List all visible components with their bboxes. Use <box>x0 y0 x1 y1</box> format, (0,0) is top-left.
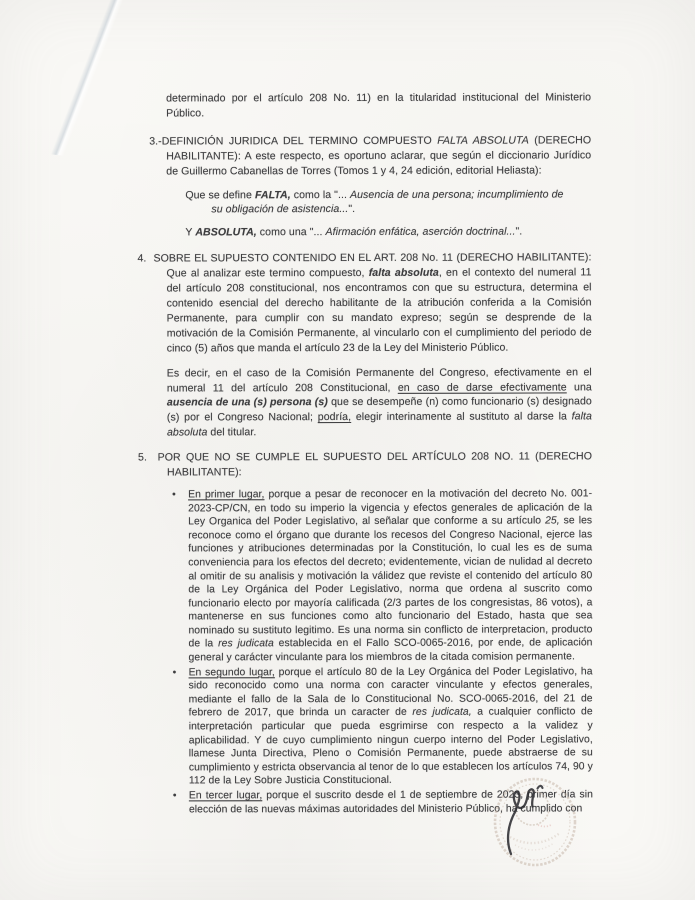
bullet-marker: • <box>172 667 177 679</box>
text-segment: 25, <box>545 515 560 527</box>
bullet-marker: • <box>172 790 177 802</box>
text-segment: Y <box>185 226 196 239</box>
bullet-item-first <box>172 487 593 665</box>
text-segment: ABSOLUTA, <box>195 226 257 239</box>
bullet-marker: • <box>172 489 176 501</box>
text-segment: determinado por el artículo 208 No. 11) en la titularidad institucional del Ministerio Público. <box>166 91 592 120</box>
text-segment: del titular. <box>207 426 257 439</box>
text-segment: (DERECHO HABILITANTE): A este respecto, es oportuno aclarar, que según el diccionario Jurídico de Guillermo Cabanellas de Torres (Tomos 1 y 4, 24 edición, editorial Heliasta): <box>166 134 592 178</box>
text-segment: como la "... <box>290 188 350 201</box>
text-segment: Ausencia de una persona; incumplimiento de su obligación de asistencia... <box>211 187 564 216</box>
bullet-item-second <box>172 665 593 788</box>
section-5-heading <box>137 449 593 480</box>
stamp-arc-text-mark <box>510 833 560 843</box>
text-segment: ". <box>515 225 523 238</box>
text-segment: en caso de darse efectivamente <box>397 380 567 394</box>
text-segment: falta absoluta <box>368 266 439 280</box>
text-segment: que se desempeñe (n) como funcionario (s) designado (s) por el Congreso Nacional; <box>166 395 592 424</box>
bullet-text-second <box>189 665 593 788</box>
text-segment: una <box>566 380 592 393</box>
text-segment: res judicata, <box>412 707 472 719</box>
text-segment: En tercer lugar, <box>188 790 263 802</box>
text-segment: FALTA ABSOLUTA <box>437 134 529 147</box>
text-segment: 3.-DEFINICIÓN JURIDICA DEL TERMINO COMPUESTO <box>149 134 438 148</box>
text-segment: En segundo lugar, <box>188 666 275 679</box>
bullet-list <box>0 487 695 817</box>
text-segment: 4. SOBRE EL SUPUESTO CONTENIDO EN EL ART. 208 No. 11 (DERECHO HABILITANTE): Que al analizar este termino compuesto, <box>137 251 592 280</box>
text-segment: porque el artículo 80 de la Ley Orgánica del Poder Legislativo, ha sido reconocido como una norma con caracter vinculante y efectos generales, mediante el fallo de la Sala de lo Constitucional No. SCO-0065-2016, del 21 de febrero de 2017, que brinda un caracter de <box>188 666 593 719</box>
text-segment: a cualquier conflicto de interpretación particular que pueda esgrimirse con respecto a la validez y aplicabilidad. Y de cuyo cumplimiento ningun cuerpo interno del Poder Legislativo, llamese Junta Directiva, Pleno o Comisión Permanente, puede abstraerse de su cumplimiento y estricta observancia al tenor de lo que establecen los artículos 74, 90 y 112 de la Ley Sobre Justicia Constitucional. <box>188 706 593 787</box>
text-segment: porque el suscrito desde el 1 de septiembre de 2023, primer día sin elección de las nuevas máximas autoridades del Ministerio Público, ha cumplido con <box>188 789 593 816</box>
bullet-text-third <box>189 788 593 816</box>
text-segment: Que se define <box>185 188 255 201</box>
bullet-text-first <box>188 487 592 665</box>
text-segment: podría, <box>317 411 352 424</box>
stamp-arc-text-mark-2 <box>515 843 554 850</box>
text-segment: establecida en el Fallo SCO-0065-2016, por ende, de aplicación general y carácter vinculante para los miembros de la citada comision permanente. <box>188 637 593 664</box>
text-segment: como una "... <box>256 226 326 239</box>
text-segment: elegir interinamente al sustituto al darse la <box>351 410 572 424</box>
stamp-faint-digits-mark <box>538 825 551 827</box>
text-segment: Es decir, en el caso de la Comisión Permanente del Congreso, efectivamente en el numeral 11 del artículo 208 Constitucional, <box>166 365 592 394</box>
text-segment: Afirmación enfática, aserción doctrinal... <box>325 225 516 239</box>
text-segment: ausencia de una (s) persona (s) <box>166 396 328 409</box>
text-segment: FALTA, <box>254 188 291 201</box>
text-segment: se les reconoce como el órgano que durante los recesos del Congreso Nacional, ejerce las funciones y atribuciones determinadas por la Constitución, lo cual les es de suma conveniencia para los efectos del decreto; evidentemente, vician de nulidad al decreto al omitir de su analisis y motivación la válidez que reviste el contenido del artículo 80 de la Ley Orgánica del Poder Legislativo, norma que ordena al suscrito como funcionario electo por mayoría calificada (2/3 partes de los congresistas, 86 votos), a mantenerse en sus funciones como alto funcionario del Estado, hasta que sea nominado su sustituto legitimo. Es una norma sin conflicto de interpretacion, producto de la <box>188 515 593 650</box>
bullet-item-third <box>172 788 593 816</box>
text-segment: ". <box>348 203 356 216</box>
text-segment: 5. POR QUE NO SE CUMPLE EL SUPUESTO DEL ARTÍCULO 208 NO. 11 (DERECHO HABILITANTE): <box>137 450 593 479</box>
paragraph-es-decir <box>167 365 592 441</box>
section-3-heading <box>149 133 592 179</box>
text-segment: , en el contexto del numeral 11 del artículo 208 constitucional, nos encontramos con que su estructura, determina el contenido esencial del derecho habilitante de la atribución conferida a la Comisión Permanente, para cumplir con su mandato expreso; según se desprende de la motivación de la Comisión Permanente, al vincularlo con el cumplimiento del periodo de cinco (5) años que manda el artículo 23 de la Ley del Ministerio Público. <box>166 266 592 355</box>
text-segment: En primer lugar, <box>188 489 265 501</box>
quote-falta-definition <box>185 187 576 218</box>
text-segment: res judicata <box>218 638 274 650</box>
document-body <box>0 90 695 818</box>
text-segment: falta absoluta <box>166 410 592 439</box>
paragraph-intro <box>166 90 591 121</box>
quote-absoluta-definition <box>185 225 591 241</box>
text-segment: porque a pesar de reconocer en la motivación del decreto No. 001-2023-CP/CN, en todo su imperio la vigencia y efectos generales de aplicación de la Ley Organica del Poder Legislativo, al señalar que conforme a su artículo <box>188 488 593 528</box>
section-4-paragraph <box>137 251 592 356</box>
